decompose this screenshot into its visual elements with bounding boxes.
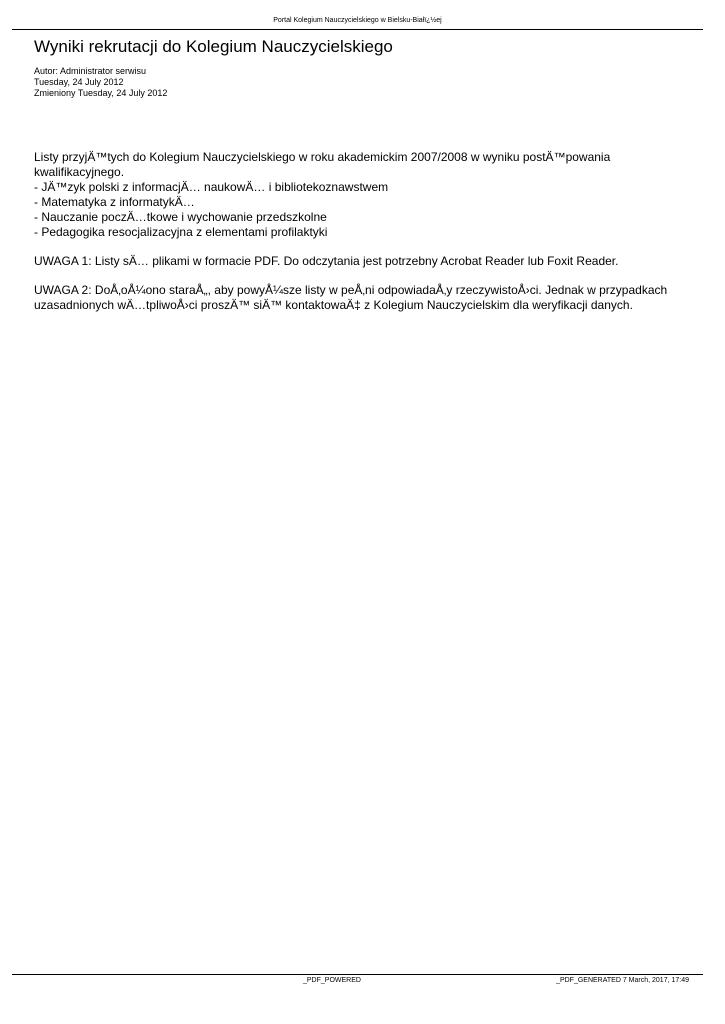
intro-paragraph: Listy przyjÄ™tych do Kolegium Nauczycielskiego w roku akademickim 2007/2008 w wyniku postÄ™powania kwalifikacyjnego.	[34, 150, 611, 179]
list-link-mathematics[interactable]: - Matematyka z informatykÄ…	[34, 195, 195, 209]
header-divider	[12, 29, 703, 30]
page-header-title: Portal Kolegium Nauczycielskiego w Bielsku-Białï¿½ej	[273, 17, 442, 24]
list-link-early-education[interactable]: - Nauczanie poczÄ…tkowe i wychowanie przedszkolne	[34, 210, 327, 224]
footer-powered: _PDF_POWERED	[303, 977, 361, 984]
created-date: Tuesday, 24 July 2012	[34, 77, 124, 87]
article-body	[34, 150, 694, 313]
footer-generated: _PDF_GENERATED 7 March, 2017, 17:49	[556, 977, 689, 984]
spacer	[34, 240, 694, 254]
notice-1: UWAGA 1: Listy sÄ… plikami w formacie PDF. Do odczytania jest potrzebny Acrobat Reader lub Foxit Reader.	[34, 254, 619, 268]
list-link-polish[interactable]: - JÄ™zyk polski z informacjÄ… naukowÄ… i bibliotekoznawstwem	[34, 180, 389, 194]
article-meta	[34, 66, 167, 99]
notice-2: UWAGA 2: DoÅ‚oÅ¼ono staraÅ„, aby powyÅ¼sze listy w peÅ‚ni odpowiadaÅ‚y rzeczywistoÅ›ci. Jednak w przypadkach uzasadnionych wÄ…tpliwoÅ›ci proszÄ™ siÄ™ kontaktowaÄ‡ z Kolegium Nauczycielskim dla weryfikacji danych.	[34, 283, 668, 312]
list-link-pedagogy[interactable]: - Pedagogika resocjalizacyjna z elementami profilaktyki	[34, 225, 328, 239]
modified-line: Zmieniony Tuesday, 24 July 2012	[34, 88, 168, 98]
author-line: Autor: Administrator serwisu	[34, 66, 147, 76]
spacer	[34, 269, 694, 283]
footer-divider	[12, 974, 703, 975]
article-title: Wyniki rekrutacji do Kolegium Nauczycielskiego	[34, 37, 393, 56]
